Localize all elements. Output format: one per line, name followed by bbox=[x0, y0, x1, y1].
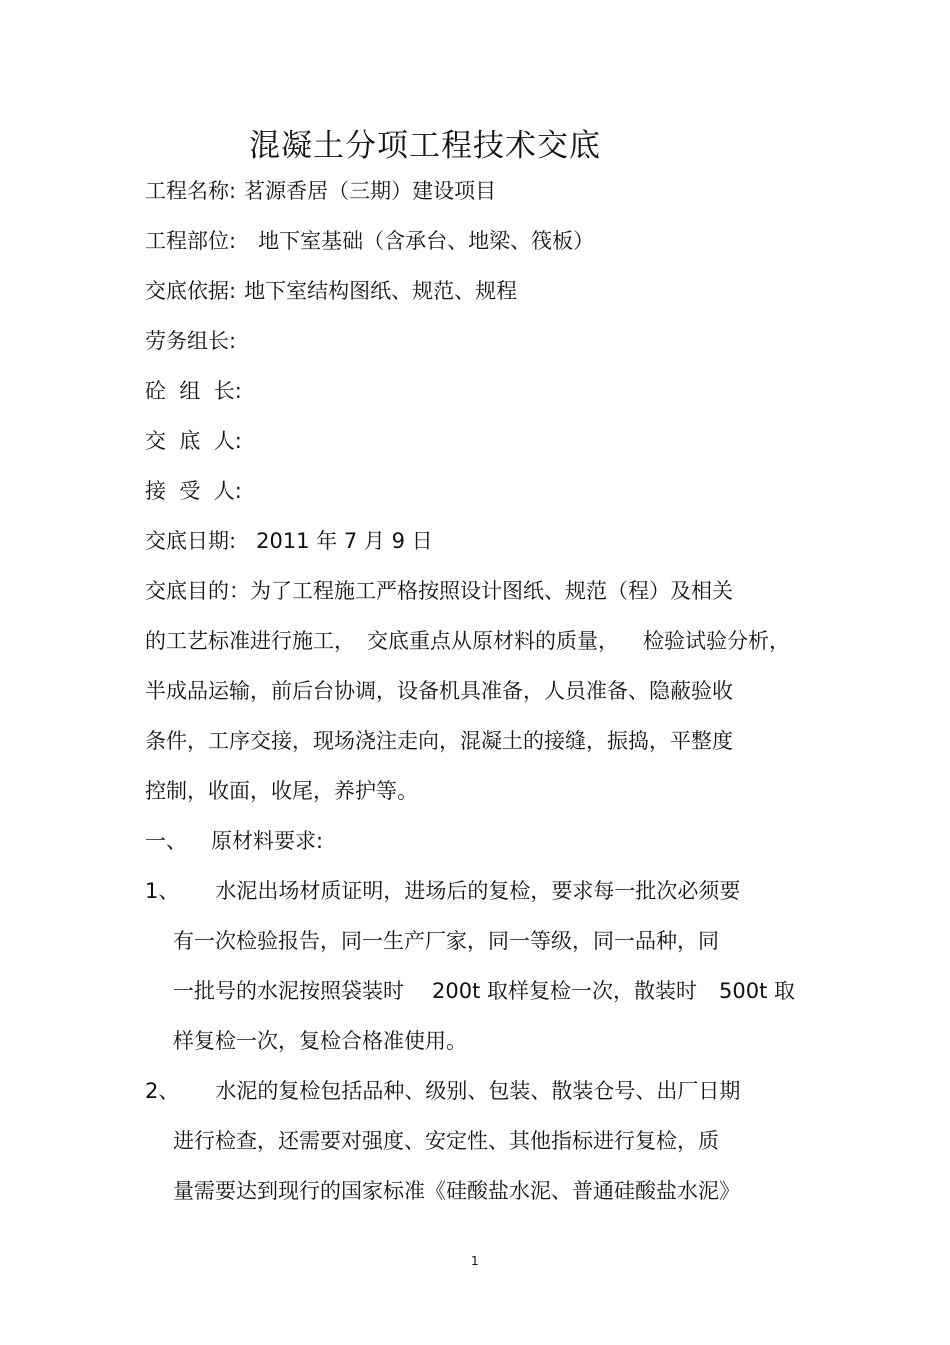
basis-line bbox=[145, 276, 517, 306]
receiver-label: 接 受 人: bbox=[145, 479, 242, 503]
date-value: 2011 年 7 月 9 日 bbox=[256, 529, 433, 553]
item-2-line-2: 进行检查，还需要对强度、安定性、其他指标进行复检，质 bbox=[173, 1129, 719, 1153]
item-2-line-3: 量需要达到现行的国家标准《硅酸盐水泥、普通硅酸盐水泥》 bbox=[173, 1179, 740, 1203]
item-1-line-3c: 500t 取 bbox=[719, 979, 795, 1003]
basis-label: 交底依据: bbox=[145, 279, 237, 303]
purpose-line-2a: 的工艺标准进行施工， bbox=[145, 629, 355, 653]
section-1-title: 原材料要求: bbox=[211, 829, 324, 853]
page-number: 1 bbox=[471, 1254, 479, 1268]
item-2-text-1: 水泥的复检包括品种、级别、包装、散装仓号、出厂日期 bbox=[215, 1079, 741, 1103]
item-1-text-1: 水泥出场材质证明，进场后的复检，要求每一批次必须要 bbox=[215, 879, 741, 903]
project-name-line bbox=[145, 176, 496, 206]
purpose-line-1: 交底目的：为了工程施工严格按照设计图纸、规范（程）及相关 bbox=[145, 579, 733, 603]
item-1-line-1 bbox=[145, 876, 740, 906]
labor-leader-label: 劳务组长: bbox=[145, 329, 237, 353]
item-1-line-2: 有一次检验报告，同一生产厂家，同一等级，同一品种，同 bbox=[173, 929, 719, 953]
section-1-heading bbox=[145, 826, 323, 856]
item-2-marker: 2、 bbox=[145, 1079, 180, 1103]
purpose-line-4: 条件，工序交接，现场浇注走向，混凝土的接缝，振捣，平整度 bbox=[145, 729, 733, 753]
document-title: 混凝土分项工程技术交底 bbox=[249, 128, 601, 164]
item-1-line-4: 样复检一次，复检合格准使用。 bbox=[173, 1029, 467, 1053]
purpose-line-2c: 检验试验分析， bbox=[643, 629, 790, 653]
basis-value: 地下室结构图纸、规范、规程 bbox=[244, 279, 518, 303]
project-name-value: 茗源香居（三期）建设项目 bbox=[244, 179, 497, 203]
project-part-value: 地下室基础（含承台、地梁、筏板） bbox=[258, 229, 595, 253]
item-1-line-3b: 200t 取样复检一次，散装时 bbox=[432, 979, 697, 1003]
date-label: 交底日期: bbox=[145, 529, 237, 553]
item-1-marker: 1、 bbox=[145, 879, 180, 903]
project-part-label: 工程部位: bbox=[145, 229, 237, 253]
section-1-marker: 一、 bbox=[145, 829, 187, 853]
project-part-line bbox=[145, 226, 594, 256]
item-2-line-1 bbox=[145, 1076, 740, 1106]
project-name-label: 工程名称: bbox=[145, 179, 237, 203]
purpose-line-2 bbox=[145, 626, 790, 656]
date-line bbox=[145, 526, 433, 556]
presenter-label: 交 底 人: bbox=[145, 429, 242, 453]
purpose-line-5: 控制，收面，收尾，养护等。 bbox=[145, 779, 418, 803]
purpose-line-3: 半成品运输，前后台协调，设备机具准备，人员准备、隐蔽验收 bbox=[145, 679, 733, 703]
purpose-line-2b: 交底重点从原材料的质量， bbox=[367, 629, 619, 653]
item-1-line-3 bbox=[173, 976, 795, 1006]
concrete-leader-label: 砼 组 长: bbox=[145, 379, 242, 403]
item-1-line-3a: 一批号的水泥按照袋装时 bbox=[173, 979, 404, 1003]
